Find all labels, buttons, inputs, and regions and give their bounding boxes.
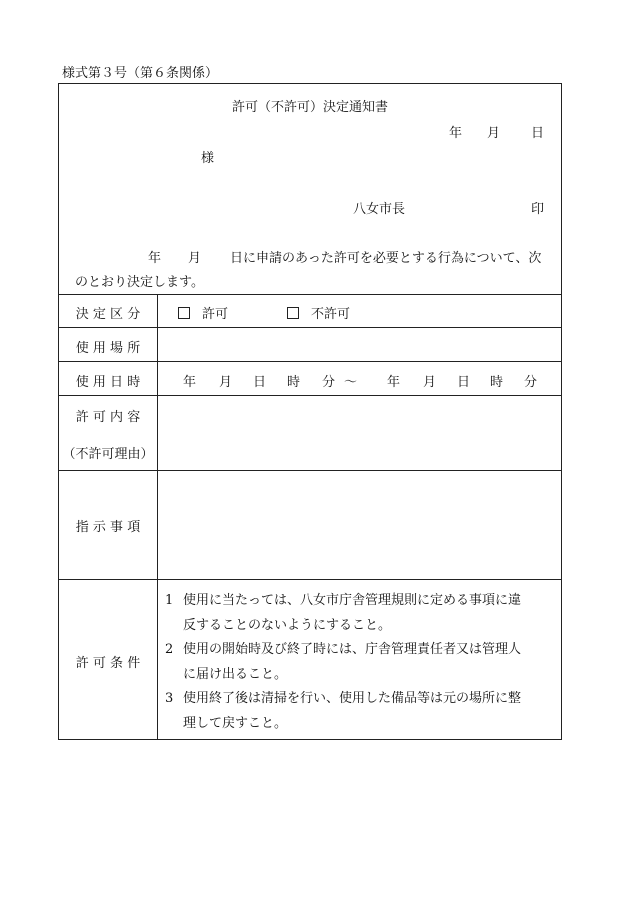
condition-item	[165, 589, 555, 638]
date-month-unit: 月	[487, 126, 501, 141]
content-sublabel: （不許可理由）	[62, 447, 154, 462]
row-divider	[59, 470, 561, 471]
option-approve[interactable]	[178, 303, 228, 322]
intro-year-unit: 年	[148, 251, 162, 266]
instructions-field[interactable]	[159, 472, 559, 577]
intro-month-unit: 月	[188, 251, 202, 266]
row-divider	[59, 361, 561, 362]
condition-number: 1	[165, 593, 174, 608]
end-minute-unit: 分	[524, 375, 538, 390]
condition-line: 理して戻すこと。	[183, 715, 288, 731]
row-divider	[59, 395, 561, 396]
instructions-label: 指 示 事 項	[75, 520, 141, 535]
start-hour-unit: 時	[287, 375, 301, 390]
condition-number: 2	[165, 642, 174, 657]
range-tilde: ～	[344, 375, 358, 390]
condition-line: 使用終了後は清掃を行い、使用した備品等は元の場所に整	[183, 691, 522, 706]
condition-line: 反することのないようにすること。	[183, 617, 392, 633]
option-deny[interactable]	[287, 303, 350, 322]
place-field[interactable]	[159, 329, 559, 359]
condition-item	[165, 638, 555, 687]
condition-line: 使用に当たっては、八女市庁舎管理規則に定める事項に違	[183, 593, 522, 608]
start-year-unit: 年	[183, 375, 197, 390]
document-title: 許可（不許可）決定通知書	[231, 100, 388, 115]
issuer-name: 八女市長	[353, 202, 406, 217]
condition-line: に届け出ること。	[183, 666, 288, 682]
start-month-unit: 月	[219, 375, 233, 390]
row-divider	[59, 327, 561, 328]
place-label: 使 用 場 所	[75, 341, 141, 356]
column-divider	[157, 294, 158, 739]
option-approve-label: 許可	[202, 307, 229, 322]
end-month-unit: 月	[423, 375, 437, 390]
seal-mark: 印	[531, 202, 545, 217]
condition-line: 使用の開始時及び終了時には、庁舎管理責任者又は管理人	[183, 642, 522, 657]
checkbox-icon[interactable]	[178, 307, 190, 319]
date-year-unit: 年	[449, 126, 463, 141]
date-day-unit: 日	[531, 126, 545, 141]
start-minute-unit: 分	[322, 375, 336, 390]
end-hour-unit: 時	[490, 375, 504, 390]
intro-line-1: 日に申請のあった許可を必要とする行為について、次	[230, 251, 542, 266]
form-number: 様式第３号（第６条関係）	[62, 66, 219, 81]
content-label: 許 可 内 容	[75, 410, 141, 425]
row-divider	[59, 294, 561, 295]
decision-label: 決 定 区 分	[75, 307, 141, 322]
addressee-suffix: 様	[201, 151, 215, 166]
option-deny-label: 不許可	[311, 307, 351, 322]
conditions-label: 許 可 条 件	[75, 656, 141, 671]
condition-number: 3	[165, 691, 174, 706]
condition-item	[165, 687, 555, 736]
end-year-unit: 年	[387, 375, 401, 390]
end-day-unit: 日	[457, 375, 471, 390]
notice-form	[58, 83, 562, 740]
checkbox-icon[interactable]	[287, 307, 299, 319]
datetime-label: 使 用 日 時	[75, 375, 141, 390]
intro-line-2: のとおり決定します。	[75, 275, 204, 290]
start-day-unit: 日	[253, 375, 267, 390]
content-field[interactable]	[159, 397, 559, 468]
row-divider	[59, 579, 561, 580]
